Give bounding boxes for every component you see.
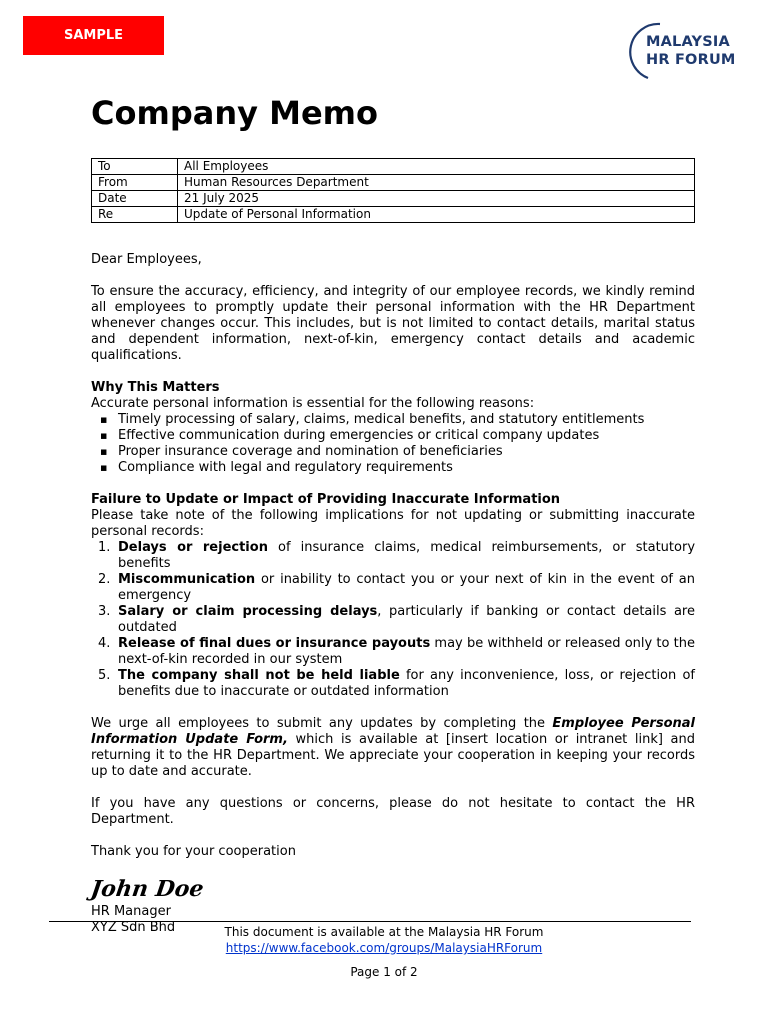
list-number: 1. bbox=[98, 540, 111, 555]
form-name: Employee Personal Information Update Form, bbox=[91, 716, 695, 747]
meta-key: Re bbox=[92, 207, 178, 223]
list-item-bold: Salary or claim processing delays bbox=[118, 604, 378, 619]
failure-list bbox=[91, 540, 695, 700]
list-item-text: of insurance claims, medical reimbursements, or statutory benefits bbox=[118, 540, 696, 571]
urge-text: which is available at [insert location or intranet link] and returning it to the HR Department. We appreciate your cooperation in keeping your records up to date and accurate. bbox=[91, 732, 695, 779]
list-item bbox=[91, 540, 695, 572]
urge-text: We urge all employees to submit any updates by completing the bbox=[91, 716, 553, 731]
meta-value: All Employees bbox=[178, 159, 695, 175]
list-item-bold: Delays or rejection bbox=[118, 540, 268, 555]
list-item-text: or inability to contact you or your next of kin in the event of an emergency bbox=[118, 572, 695, 603]
failure-heading: Failure to Update or Impact of Providing Inaccurate Information bbox=[91, 492, 561, 507]
list-item: ▪ Compliance with legal and regulatory requirements bbox=[91, 460, 695, 476]
list-item bbox=[91, 604, 695, 636]
table-row bbox=[92, 191, 695, 207]
list-number: 4. bbox=[98, 636, 111, 651]
meta-value: Update of Personal Information bbox=[178, 207, 695, 223]
meta-value: 21 July 2025 bbox=[178, 191, 695, 207]
list-item: ▪ Timely processing of salary, claims, medical benefits, and statutory entitlements bbox=[91, 412, 695, 428]
list-number: 5. bbox=[98, 668, 111, 683]
table-row bbox=[92, 159, 695, 175]
urge-paragraph bbox=[91, 716, 695, 780]
malaysia-hr-forum-logo bbox=[628, 22, 744, 82]
meta-key: To bbox=[92, 159, 178, 175]
why-lead: Accurate personal information is essential for the following reasons: bbox=[91, 396, 535, 411]
memo-header-table bbox=[91, 158, 695, 223]
list-number: 3. bbox=[98, 604, 111, 619]
why-list bbox=[91, 412, 695, 476]
list-item-bold: Release of final dues or insurance payouts bbox=[118, 636, 431, 651]
table-row bbox=[92, 207, 695, 223]
logo-line-2: HR FORUM bbox=[646, 52, 736, 68]
list-item-text: for any inconvenience, loss, or rejection of benefits due to inaccurate or outdated information bbox=[118, 668, 695, 699]
meta-key: From bbox=[92, 175, 178, 191]
logo-line-1: MALAYSIA bbox=[646, 34, 730, 50]
page-number: Page 1 of 2 bbox=[350, 965, 418, 979]
meta-value: Human Resources Department bbox=[178, 175, 695, 191]
footer-note: This document is available at the Malaysia HR Forum bbox=[224, 925, 544, 939]
signer-title: HR Manager bbox=[91, 904, 171, 919]
list-item-text: may be withheld or released only to the next-of-kin recorded in our system bbox=[118, 636, 696, 667]
greeting: Dear Employees, bbox=[91, 252, 202, 267]
list-item: ▪ Effective communication during emergencies or critical company updates bbox=[91, 428, 695, 444]
list-item bbox=[91, 572, 695, 604]
why-heading: Why This Matters bbox=[91, 380, 220, 395]
list-item bbox=[91, 636, 695, 668]
questions-paragraph: If you have any questions or concerns, please do not hesitate to contact the HR Department. bbox=[91, 796, 695, 827]
table-row bbox=[92, 175, 695, 191]
memo-body bbox=[91, 252, 695, 936]
list-item: ▪ Proper insurance coverage and nomination of beneficiaries bbox=[91, 444, 695, 460]
footer-divider bbox=[49, 921, 691, 922]
footer-link-row bbox=[0, 941, 768, 955]
sample-badge: SAMPLE bbox=[23, 16, 164, 55]
signature: John Doe bbox=[89, 876, 206, 902]
facebook-group-link[interactable]: https://www.facebook.com/groups/MalaysiaHRForum bbox=[225, 941, 543, 955]
page-title: Company Memo bbox=[91, 94, 378, 132]
failure-lead: Please take note of the following implications for not updating or submitting inaccurate personal records: bbox=[91, 508, 695, 539]
signer-company: XYZ Sdn Bhd bbox=[91, 920, 176, 935]
list-item-text: , particularly if banking or contact details are outdated bbox=[118, 604, 695, 635]
list-item-bold: Miscommunication bbox=[118, 572, 256, 587]
thanks-paragraph: Thank you for your cooperation bbox=[91, 844, 296, 859]
list-item bbox=[91, 668, 695, 700]
list-number: 2. bbox=[98, 572, 111, 587]
meta-key: Date bbox=[92, 191, 178, 207]
intro-paragraph: To ensure the accuracy, efficiency, and integrity of our employee records, we kindly remind all employees to promptly update their personal information with the HR Department whenever changes occur. This includes, but is not limited to contact details, marital status and dependent information, next-of-kin, emergency contact details and academic qualifications. bbox=[91, 284, 695, 363]
list-item-bold: The company shall not be held liable bbox=[118, 668, 400, 683]
